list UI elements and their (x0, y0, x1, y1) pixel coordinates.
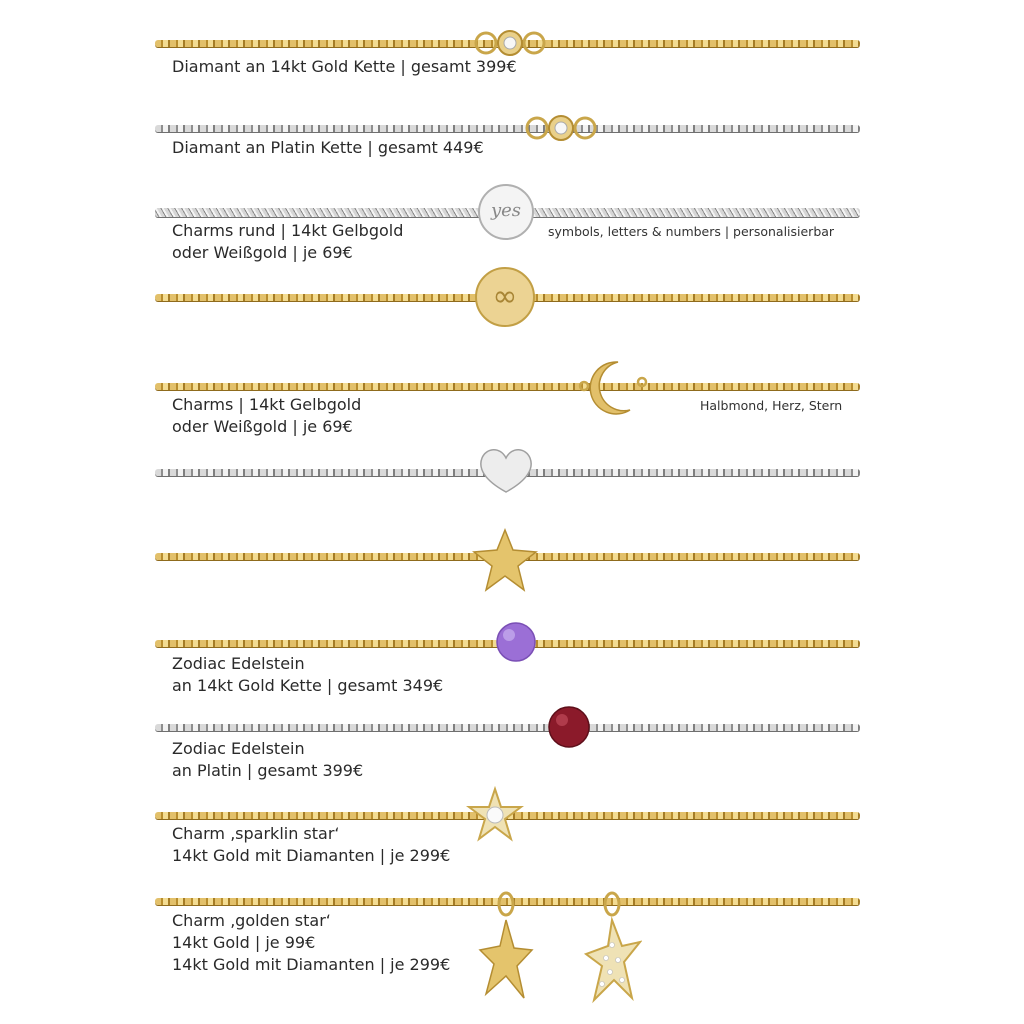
row8-label-line1: Zodiac Edelstein (172, 654, 305, 673)
row9-label-line1: Zodiac Edelstein (172, 739, 305, 758)
infinity-icon: ∞ (492, 279, 518, 314)
row11-label-line3: 14kt Gold mit Diamanten | je 299€ (172, 955, 451, 974)
row5-label-line2: oder Weißgold | je 69€ (172, 417, 353, 436)
row3-label-line1: Charms rund | 14kt Gelbgold (172, 221, 404, 240)
row8-label-line2: an 14kt Gold Kette | gesamt 349€ (172, 676, 444, 695)
round-engraved-charm[interactable] (478, 178, 530, 246)
diamond-charm[interactable] (473, 28, 547, 58)
platinum-chain (155, 125, 860, 132)
row10-label-line1: Charm ‚sparklin star‘ (172, 824, 340, 843)
garnet-gemstone[interactable] (546, 704, 592, 750)
gold-chain (155, 383, 860, 390)
sparklin-star-charm[interactable] (466, 786, 524, 844)
amethyst-gemstone[interactable] (494, 620, 538, 664)
round-infinity-charm[interactable] (474, 266, 536, 328)
golden-star-pendant[interactable] (476, 890, 536, 1010)
engraving-text: yes (490, 200, 522, 221)
heart-charm[interactable] (474, 442, 538, 496)
row5-note: Halbmond, Herz, Stern (700, 398, 843, 413)
row3-label-line2: oder Weißgold | je 69€ (172, 243, 353, 262)
row3-note: symbols, letters & numbers | personalisierbar (548, 224, 835, 239)
diamond-star-pendant[interactable] (582, 890, 642, 1010)
diamond-charm[interactable] (524, 113, 598, 143)
row10-label-line2: 14kt Gold mit Diamanten | je 299€ (172, 846, 451, 865)
platinum-chain (155, 724, 860, 731)
row2-label: Diamant an Platin Kette | gesamt 449€ (172, 138, 484, 157)
row5-label-line1: Charms | 14kt Gelbgold (172, 395, 362, 414)
row11-label-line2: 14kt Gold | je 99€ (172, 933, 316, 952)
moon-charm[interactable] (578, 358, 648, 420)
star-charm[interactable] (470, 528, 540, 592)
row11-label-line1: Charm ‚golden star‘ (172, 911, 331, 930)
row9-label-line2: an Platin | gesamt 399€ (172, 761, 364, 780)
row1-label: Diamant an 14kt Gold Kette | gesamt 399€ (172, 57, 517, 76)
